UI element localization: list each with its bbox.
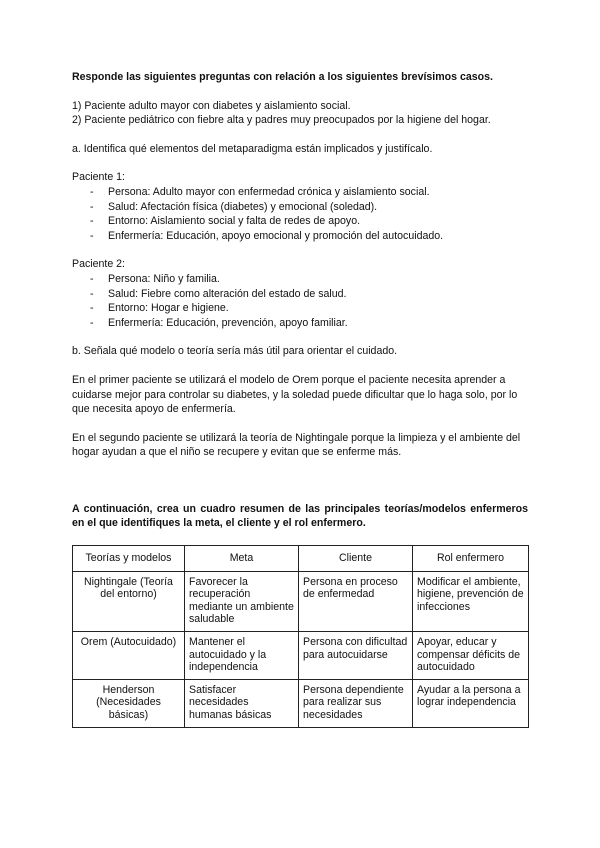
case-item: 1) Paciente adulto mayor con diabetes y aislamiento social. — [72, 99, 351, 112]
patient-1-title: Paciente 1: — [72, 171, 126, 184]
table-cell: Persona dependiente para realizar sus necesidades — [299, 679, 413, 727]
table-cell: Persona con dificultad para autocuidarse — [299, 632, 413, 680]
table-cell: Nightingale (Teoría del entorno) — [73, 571, 185, 631]
patient-2-item: - Persona: Niño y familia. — [72, 272, 528, 287]
summary-title: A continuación, crea un cuadro resumen de las principales teorías/modelos enfermeros en el que identifiques la meta, el cliente y el rol enfermero. — [72, 502, 528, 530]
question-a: a. Identifica qué elementos del metaparadigma están implicados y justifícalo. — [72, 142, 433, 155]
table-cell: Orem (Autocuidado) — [73, 632, 185, 680]
patient-1-list — [72, 185, 528, 243]
question-b: b. Señala qué modelo o teoría sería más útil para orientar el cuidado. — [72, 345, 398, 358]
column-header: Cliente — [299, 546, 413, 572]
patient-1-item: - Entorno: Aislamiento social y falta de redes de apoyo. — [72, 214, 528, 229]
table-row — [73, 571, 529, 631]
patient-2-item: - Salud: Fiebre como alteración del estado de salud. — [72, 287, 528, 302]
table-cell: Modificar el ambiente, higiene, prevención de infecciones — [413, 571, 529, 631]
intro-title: Responde las siguientes preguntas con relación a los siguientes brevísimos casos. — [72, 71, 493, 83]
table-row — [73, 632, 529, 680]
patient-1-item: - Salud: Afectación física (diabetes) y emocional (soledad). — [72, 200, 528, 215]
table-cell: Apoyar, educar y compensar déficits de autocuidado — [413, 632, 529, 680]
case-list — [72, 99, 528, 128]
table-cell: Favorecer la recuperación mediante un ambiente saludable — [185, 571, 299, 631]
table-cell: Ayudar a la persona a lograr independencia — [413, 679, 529, 727]
answer-b-paragraph: En el primer paciente se utilizará el modelo de Orem porque el paciente necesita aprender a cuidarse mejor para controlar su diabetes, y la soledad puede dificultar que lo haga solo, por lo que necesita apoyo de enfermería. — [72, 373, 518, 416]
answer-b-paragraph: En el segundo paciente se utilizará la teoría de Nightingale porque la limpieza y el ambiente del hogar ayudan a que el niño se recupere y evitan que se enferme más. — [72, 431, 521, 459]
table-cell: Henderson (Necesidades básicas) — [73, 679, 185, 727]
table-cell: Mantener el autocuidado y la independencia — [185, 632, 299, 680]
table-cell: Satisfacer necesidades humanas básicas — [185, 679, 299, 727]
patient-2-title: Paciente 2: — [72, 258, 126, 271]
patient-2-list — [72, 272, 528, 330]
patient-2-item: - Enfermería: Educación, prevención, apoyo familiar. — [72, 316, 528, 331]
patient-1-item: - Persona: Adulto mayor con enfermedad crónica y aislamiento social. — [72, 185, 528, 200]
document-page — [72, 70, 528, 728]
patient-2-item: - Entorno: Hogar e higiene. — [72, 301, 528, 316]
patient-1-item: - Enfermería: Educación, apoyo emocional y promoción del autocuidado. — [72, 229, 528, 244]
case-item: 2) Paciente pediátrico con fiebre alta y padres muy preocupados por la higiene del hogar. — [72, 114, 491, 127]
column-header: Meta — [185, 546, 299, 572]
column-header: Rol enfermero — [413, 546, 529, 572]
column-header: Teorías y modelos — [73, 546, 185, 572]
table-header-row — [73, 546, 529, 572]
table-row — [73, 679, 529, 727]
summary-table — [72, 545, 529, 728]
table-cell: Persona en proceso de enfermedad — [299, 571, 413, 631]
